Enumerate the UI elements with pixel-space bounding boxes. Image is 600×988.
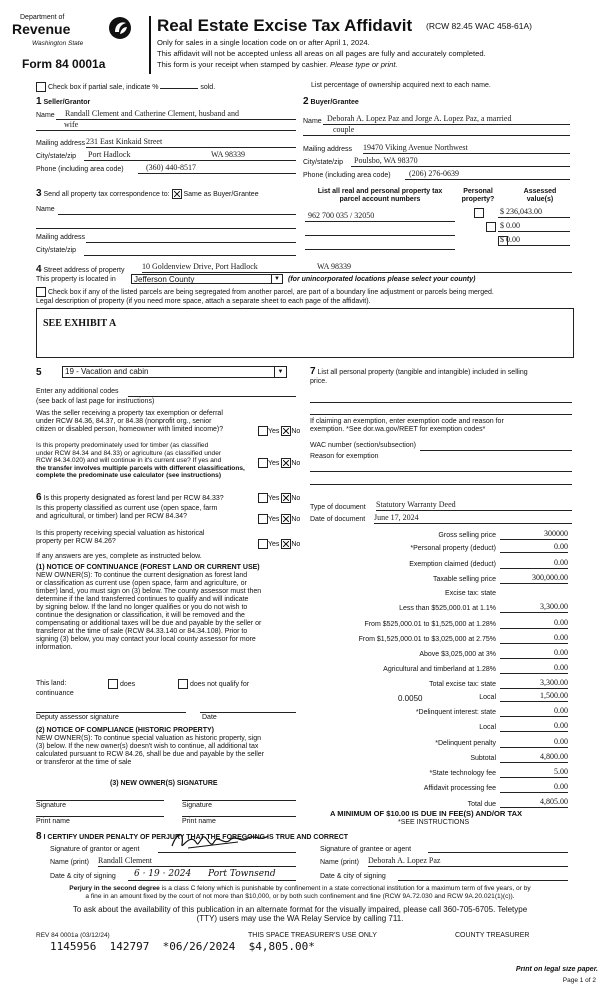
revenue-text: Revenue <box>12 21 71 37</box>
current-use-yes-checkbox[interactable] <box>258 514 268 524</box>
seller-name-label: Name <box>36 112 55 119</box>
assessed-col-header: Assessed value(s) <box>523 188 557 204</box>
tier3-value[interactable]: 0.00 <box>500 633 568 644</box>
total-due-value[interactable]: 4,805.00 <box>500 797 568 808</box>
legal-description-box[interactable] <box>36 308 574 358</box>
new-owner-signature-field-1[interactable] <box>36 790 164 801</box>
tier1-label: Less than $525,000.01 at 1.1% <box>399 605 496 612</box>
tier3-label: From $1,525,000.01 to $3,025,000 at 2.75% <box>358 636 496 643</box>
forest-yes-no: Yes No <box>258 493 300 503</box>
tier1-value[interactable]: 3,300.00 <box>500 602 568 613</box>
additional-codes-label: Enter any additional codes <box>36 388 119 395</box>
doc-date-field[interactable]: June 17, 2024 <box>374 513 572 524</box>
reason-label: Reason for exemption <box>310 453 379 460</box>
signature-label-2: Signature <box>182 802 212 809</box>
processing-fee-value[interactable]: 0.00 <box>500 782 568 793</box>
local-tax-value[interactable]: 1,500.00 <box>500 691 568 702</box>
buyer-name-field-2[interactable]: couple <box>303 125 570 136</box>
seller-phone-field[interactable]: (360) 440-8517 <box>138 163 296 174</box>
header-divider <box>149 16 151 74</box>
exemption-deduct-value[interactable]: 0.00 <box>500 558 568 569</box>
buyer-phone-field[interactable]: (206) 276-0639 <box>405 169 570 180</box>
buyer-heading: 2 Buyer/Grantee <box>303 96 359 107</box>
treasurer-use-label: THIS SPACE TREASURER'S USE ONLY <box>248 932 377 939</box>
local-tax-label: Local <box>479 694 496 701</box>
buyer-name-label: Name <box>303 118 322 125</box>
local-rate: 0.0050 <box>398 694 423 703</box>
correspondence-city-label: City/state/zip <box>36 247 77 254</box>
treasurer-stamp: 1145956 142797 *06/26/2024 $4,805.00* <box>50 940 315 953</box>
correspondence-mailing-field[interactable] <box>86 232 296 243</box>
buyer-mailing-field[interactable]: 19470 Viking Avenue Northwest <box>363 143 570 154</box>
tier2-label: From $525,000.01 to $1,525,000 at 1.28% <box>364 621 496 628</box>
form-title: Real Estate Excise Tax Affidavit <box>157 16 413 35</box>
notice-compliance: (2) NOTICE OF COMPLIANCE (HISTORIC PROPERTY) NEW OWNER(S): To continue special valuation as historic property, sign (3) below. If the new owner(s) doesn't wish to continue, all additional tax calculated pursuant to RCW 84.26, shall be due and payable by the seller or transferor at the time of sale <box>36 727 265 767</box>
wac-field[interactable] <box>420 440 572 451</box>
historic-yes-checkbox[interactable] <box>258 539 268 549</box>
street-address-field[interactable]: 10 Goldenview Drive, Port Hadlock WA 98339 <box>142 262 572 273</box>
partial-sale-checkbox[interactable] <box>36 82 46 92</box>
page-number: Page 1 of 2 <box>562 977 596 984</box>
grantor-signature-label: Signature of grantor or agent <box>50 846 140 853</box>
notice-continuance: (1) NOTICE OF CONTINUANCE (FOREST LAND OR CURRENT USE) NEW OWNER(S): To continue the current designation as forest land or classification as current use (open space, farm and agriculture, or timber) land, you must sign on (3) below. The county assessor must then determine if the land transferred continues to qualify and will indicate by signing below. If the land no longer qualifies or you do not wish to continue the designation or classification, it will be removed and the compensating or additional taxes will be due and payable by the seller or transferor at the time of sale (RCW 84.33.140 or 84.34.108). Prior to signing (3) below, you may contact your local county assessor for more information. <box>36 564 262 652</box>
accessibility-notice: To ask about the availability of this publication in an alternate format for the visually impaired, please call 360-705-6705. Teletype (TTY) users may use the WA Relay Service by calling 711. <box>72 905 528 924</box>
additional-codes-field[interactable] <box>128 386 296 397</box>
technology-fee-label: *State technology fee <box>429 770 496 777</box>
revision-label: REV 84 0001a (03/12/24) <box>36 932 110 939</box>
doc-type-label: Type of document <box>310 504 366 511</box>
grantor-name-field[interactable]: Randall Clement <box>98 856 296 867</box>
deputy-signature-label: Deputy assessor signature <box>36 714 119 721</box>
grantor-signature-icon <box>168 828 278 854</box>
exemption-no-checkbox[interactable] <box>281 426 291 436</box>
timber-question: Is this property predominately used for timber (as classified under RCW 84.34 and 84.33) or agriculture (as classified under RCW 84.34.020) and will continue in it's current use? If yes and the transfer involves multiple parcels with different classifications, complete the predominate use calculator (see instructions) <box>36 442 245 480</box>
signature-label-1: Signature <box>36 802 66 809</box>
partial-sale-row <box>36 82 215 92</box>
correspondence-mailing-label: Mailing address <box>36 234 86 241</box>
if-yes-note: If any answers are yes, complete as instructed below. <box>36 553 202 560</box>
new-owner-signature-field-2[interactable] <box>182 790 296 801</box>
seller-city-label: City/state/zip <box>36 153 77 160</box>
legal-description-text: SEE EXHIBIT A <box>43 318 117 329</box>
timber-yes-checkbox[interactable] <box>258 458 268 468</box>
historic-yes-no: Yes No <box>258 539 300 549</box>
tier4-label: Above $3,025,000 at 3% <box>419 651 496 658</box>
current-use-question: Is this property classified as current use (open space, farm and agricultural, or timber) land per RCW 84.34? <box>36 505 218 521</box>
continuance-label: continuance <box>36 690 74 697</box>
historic-no-checkbox[interactable] <box>281 539 291 549</box>
exemption-yes-checkbox[interactable] <box>258 426 268 436</box>
ownership-note: List percentage of ownership acquired next to each name. <box>311 82 491 89</box>
exemption-question: Was the seller receiving a property tax exemption or deferral under RCW 84.36, 84.37, or 84.38 (nonprofit org., senior citizen or disabled person, homeowner with limited income)? <box>36 410 224 434</box>
personal-property-heading: 7 List all personal property (tangible and intangible) included in selling price. <box>310 366 528 385</box>
seller-name-field-2[interactable]: wife <box>36 120 296 131</box>
total-state-label: Total excise tax: state <box>429 681 496 688</box>
form-number: Form 84 0001a <box>22 57 106 71</box>
parcel-number-field[interactable] <box>305 239 455 250</box>
does-option: does <box>108 679 135 689</box>
this-land-label: This land: <box>36 680 67 687</box>
gross-price-label: Gross selling price <box>438 532 496 539</box>
street-label: 4 Street address of property <box>36 264 125 275</box>
parcel-number-field[interactable]: 962 700 035 / 32050 <box>305 211 455 222</box>
grantee-signature-field[interactable] <box>428 842 568 853</box>
grantee-name-field[interactable]: Deborah A. Lopez Paz <box>368 856 568 867</box>
chevron-down-icon: ▼ <box>271 275 282 283</box>
doc-type-field[interactable]: Statutory Warranty Deed <box>376 500 572 511</box>
delinquent-interest-value[interactable]: 0.00 <box>500 706 568 717</box>
assessed-value-field[interactable]: $ 0.00 <box>498 221 570 232</box>
seller-name-field[interactable]: Randall Clement and Catherine Clement, husband and <box>56 109 296 120</box>
correspondence-name-field-2[interactable] <box>36 218 296 229</box>
processing-fee-label: Affidavit processing fee <box>423 785 496 792</box>
segregated-row: Check box if any of the listed parcels are being segregated from another parcel, are part of a boundary line adjustment or parcels being merged. <box>36 287 494 297</box>
grantor-date-field[interactable]: 6 · 19 · 2024 Port Townsend <box>128 870 296 881</box>
agricultural-value[interactable]: 0.00 <box>500 663 568 674</box>
timber-yes-no: Yes No <box>258 458 300 468</box>
delinquent-penalty-value[interactable]: 0.00 <box>500 737 568 748</box>
current-use-no-checkbox[interactable] <box>281 514 291 524</box>
delinquent-local-label: Local <box>479 724 496 731</box>
legal-paper-note: Print on legal size paper. <box>515 966 598 973</box>
use-code-select[interactable]: 19 - Vacation and cabin ▼ <box>62 366 287 378</box>
subtotal-label: Subtotal <box>470 755 496 762</box>
washington-state-text: Washington State <box>32 40 84 47</box>
does-qualify-checkbox[interactable] <box>108 679 118 689</box>
parcel-col-header: List all real and personal property tax parcel account numbers <box>317 188 443 204</box>
does-not-option: does not qualify for <box>178 679 249 689</box>
reason-field[interactable] <box>310 465 572 472</box>
personal-property-field[interactable] <box>310 396 572 403</box>
minimum-fee-note: A MINIMUM OF $10.00 IS DUE IN FEE(S) AND/OR TAX <box>330 809 523 818</box>
correspondence-heading: 3 Send all property tax correspondence to: Same as Buyer/Grantee <box>36 188 259 199</box>
county-note: (for unincorporated locations please select your county) <box>288 276 476 283</box>
excise-state-label: Excise tax: state <box>445 590 496 597</box>
agricultural-label: Agricultural and timberland at 1.28% <box>383 666 496 673</box>
exemption-deduct-label: Exemption claimed (deduct) <box>409 561 496 568</box>
revenue-logo-icon <box>108 16 132 40</box>
grantee-date-field[interactable] <box>398 870 568 881</box>
partial-percent-field[interactable] <box>160 88 198 89</box>
taxable-price-value[interactable]: 300,000.00 <box>500 573 568 584</box>
personal-property-checkbox[interactable] <box>474 208 484 218</box>
new-owner-signature-title: (3) NEW OWNER(S) SIGNATURE <box>110 780 218 787</box>
seller-phone-label: Phone (including area code) <box>36 166 124 173</box>
certify-heading: 8 I CERTIFY UNDER PENALTY OF PERJURY THAT THE FOREGOING IS TRUE AND CORRECT <box>36 831 349 842</box>
personal-deduct-value[interactable]: 0.00 <box>500 542 568 553</box>
buyer-city-field[interactable]: Poulsbo, WA 98370 <box>351 156 570 167</box>
personal-deduct-label: *Personal property (deduct) <box>410 545 496 552</box>
exemption-yes-no: Yes No <box>258 426 300 436</box>
delinquent-penalty-label: *Delinquent penalty <box>435 740 496 747</box>
grantee-signature-label: Signature of grantee or agent <box>320 846 412 853</box>
wac-label: WAC number (section/subsection) <box>310 442 416 449</box>
partial-sold-label: sold. <box>200 83 216 91</box>
print-name-label-2: Print name <box>182 818 216 825</box>
forest-no-checkbox[interactable] <box>281 493 291 503</box>
grantor-name-label: Name (print) <box>50 859 89 866</box>
grantee-name-label: Name (print) <box>320 859 359 866</box>
correspondence-name-label: Name <box>36 206 55 213</box>
historic-question: Is this property receiving special valuation as historical property per RCW 84.26? <box>36 530 205 546</box>
forest-question: 6 Is this property designated as forest land per RCW 84.33? <box>36 492 224 503</box>
partial-sale-label: Check box if partial sale, indicate % <box>47 83 159 91</box>
chevron-down-icon: ▼ <box>274 367 286 377</box>
total-due-label: Total due <box>467 801 496 808</box>
buyer-name-field[interactable]: Deborah A. Lopez Paz and Jorge A. Lopez Paz, a married <box>323 114 570 125</box>
current-use-yes-no: Yes No <box>258 514 300 524</box>
correspondence-name-field[interactable] <box>58 204 296 215</box>
tier4-value[interactable]: 0.00 <box>500 648 568 659</box>
personal-property-checkbox[interactable] <box>486 222 496 232</box>
legal-description-label: Legal description of property (if you need more space, attach a separate sheet to each page of the affidavit). <box>36 298 371 305</box>
buyer-city-label: City/state/zip <box>303 159 344 166</box>
new-owner-print-field-1[interactable] <box>36 810 164 817</box>
back-note: (see back of last page for instructions) <box>36 398 155 405</box>
technology-fee-value[interactable]: 5.00 <box>500 767 568 778</box>
doc-date-label: Date of document <box>310 516 366 523</box>
timber-no-checkbox[interactable] <box>281 458 291 468</box>
seller-heading: 1 Seller/Grantor <box>36 96 91 107</box>
subtotal-value[interactable]: 4,800.00 <box>500 752 568 763</box>
assessed-value-field[interactable]: $ 0.00 <box>498 235 570 246</box>
personal-property-field-2[interactable] <box>310 408 572 415</box>
located-in-label: This property is located in <box>36 276 116 283</box>
delinquent-interest-label: *Delinquent interest: state <box>415 709 496 716</box>
header-note-1: Only for sales in a single location code on or after April 1, 2024. <box>157 38 370 47</box>
forest-yes-checkbox[interactable] <box>258 493 268 503</box>
section-5-number: 5 <box>36 367 42 378</box>
tier2-value[interactable]: 0.00 <box>500 618 568 629</box>
total-state-value[interactable]: 3,300.00 <box>500 678 568 689</box>
header-note-2: This affidavit will not be accepted unless all areas on all pages are fully and accurately completed. <box>157 49 486 58</box>
print-name-label-1: Print name <box>36 818 70 825</box>
deputy-signature-field[interactable] <box>36 702 186 713</box>
parcel-number-field[interactable] <box>305 225 455 236</box>
deputy-date-label: Date <box>202 714 217 721</box>
grantor-date-label: Date & city of signing <box>50 873 116 880</box>
gross-price-value[interactable]: 300000 <box>500 529 568 540</box>
perjury-notice: Perjury in the second degree is a class C felony which is punishable by confinement in a state correctional institution for a maximum term of five years, or by a fine in an amount fixed by the court of not more than $10,000, or by both such confinement and fine (RCW 9A.72.030 and RCW 9A.20.021(1)(c)). <box>69 885 531 900</box>
taxable-price-label: Taxable selling price <box>432 576 496 583</box>
county-treasurer-label: COUNTY TREASURER <box>455 932 530 939</box>
seller-mailing-field[interactable]: 231 East Kinkaid Street <box>86 137 296 148</box>
reason-field-2[interactable] <box>310 478 572 485</box>
seller-mailing-label: Mailing address <box>36 140 86 147</box>
exemption-claim-note: If claiming an exemption, enter exemption code and reason for exemption. *See dor.wa.gov/REET for exemption codes* <box>310 418 504 434</box>
buyer-mailing-label: Mailing address <box>303 146 353 153</box>
county-select[interactable]: Jefferson County ▼ <box>131 274 283 284</box>
buyer-phone-label: Phone (including area code) <box>303 172 391 179</box>
rcw-reference: (RCW 82.45 WAC 458-61A) <box>426 21 532 31</box>
same-as-buyer-checkbox[interactable] <box>172 189 182 199</box>
assessed-value-field[interactable]: $ 236,043.00 <box>498 207 570 218</box>
new-owner-print-field-2[interactable] <box>182 810 296 817</box>
delinquent-local-value[interactable]: 0.00 <box>500 721 568 732</box>
personal-col-header: Personal property? <box>461 188 495 204</box>
grantor-signature-field[interactable] <box>158 842 296 853</box>
grantee-date-label: Date & city of signing <box>320 873 386 880</box>
correspondence-city-field[interactable] <box>84 245 296 256</box>
dept-of-text: Department of <box>20 14 65 21</box>
see-instructions-note: *SEE INSTRUCTIONS <box>398 819 470 826</box>
header-note-3: This form is your receipt when stamped by cashier. Please type or print. <box>157 60 398 69</box>
dor-logo <box>12 14 134 58</box>
segregated-checkbox[interactable] <box>36 287 46 297</box>
seller-city-field[interactable]: Port Hadlock WA 98339 <box>84 150 296 161</box>
deputy-date-field[interactable] <box>200 702 296 713</box>
does-not-qualify-checkbox[interactable] <box>178 679 188 689</box>
